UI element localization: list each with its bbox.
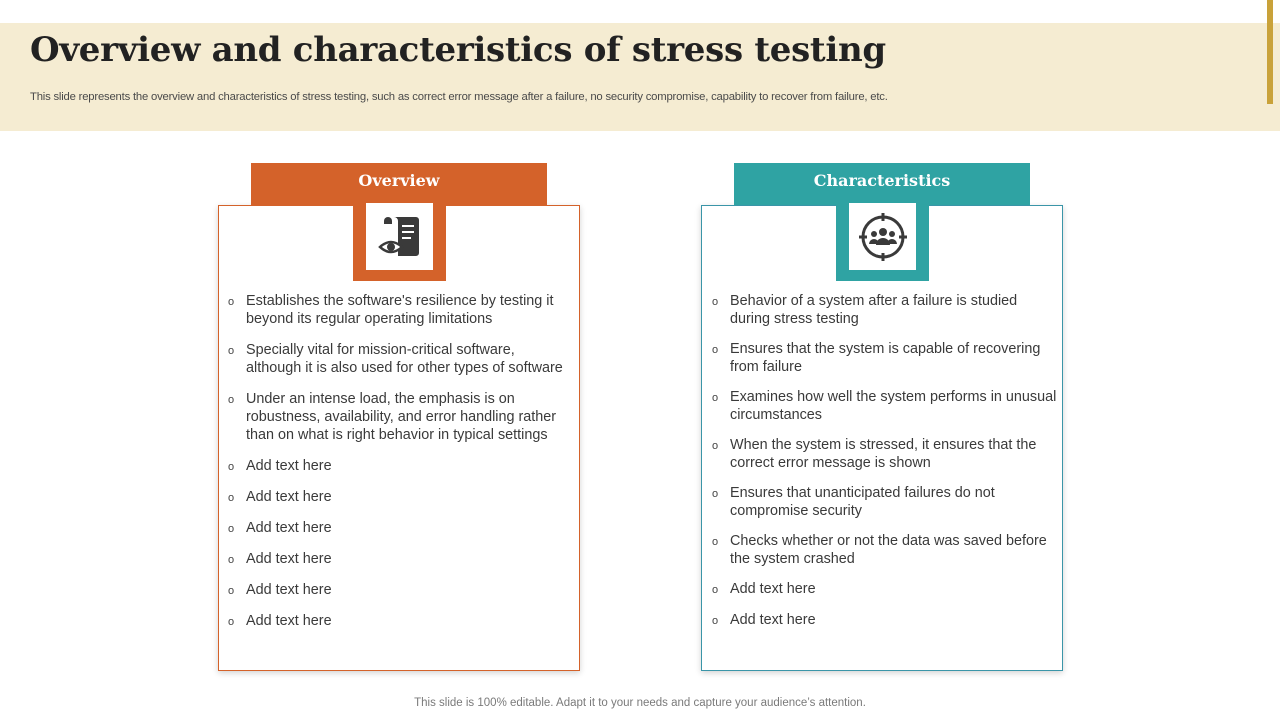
overview-bullet-1 xyxy=(228,292,573,328)
bullet-marker: o xyxy=(712,536,719,548)
target-group-icon xyxy=(858,212,908,262)
characteristics-bullet-2 xyxy=(712,340,1057,376)
overview-bullet-8 xyxy=(228,581,573,599)
characteristics-bullet-1 xyxy=(712,292,1057,328)
characteristics-heading[interactable]: Characteristics xyxy=(734,163,1030,205)
overview-icon-tile xyxy=(366,203,433,270)
bullet-marker: o xyxy=(712,392,719,404)
bullet-marker: o xyxy=(712,440,719,452)
overview-bullet-9 xyxy=(228,612,573,630)
bullet-text[interactable]: Add text here xyxy=(246,613,332,629)
characteristics-bullet-3 xyxy=(712,388,1057,424)
bullet-text[interactable]: Add text here xyxy=(730,612,816,628)
overview-bullet-3 xyxy=(228,390,573,444)
bullet-text[interactable]: Ensures that unanticipated failures do not compromise security xyxy=(730,485,995,519)
bullet-marker: o xyxy=(228,523,235,535)
overview-icon-frame xyxy=(353,203,446,281)
bullet-marker: o xyxy=(228,616,235,628)
bullet-marker: o xyxy=(712,344,719,356)
slide-title[interactable]: Overview and characteristics of stress testing xyxy=(30,30,886,70)
bullet-marker: o xyxy=(228,394,235,406)
bullet-marker: o xyxy=(712,615,719,627)
overview-bullet-2 xyxy=(228,341,573,377)
bullet-text[interactable]: Add text here xyxy=(246,458,332,474)
bullet-text[interactable]: Add text here xyxy=(246,520,332,536)
bullet-text[interactable]: Under an intense load, the emphasis is on robustness, availability, and error handling rather than on what is right behavior in typical settings xyxy=(246,391,557,443)
bullet-marker: o xyxy=(228,461,235,473)
bullet-text[interactable]: Ensures that the system is capable of recovering from failure xyxy=(730,341,1041,375)
bullet-text[interactable]: Examines how well the system performs in unusual circumstances xyxy=(730,389,1057,423)
slide-subtitle[interactable]: This slide represents the overview and characteristics of stress testing, such as correct error message after a failure, no security compromise, capability to recover from failure, etc. xyxy=(30,91,888,103)
bullet-text[interactable]: Specially vital for mission-critical software, although it is also used for other types of software xyxy=(246,342,563,376)
characteristics-bullet-6 xyxy=(712,532,1057,568)
bullet-text[interactable]: Behavior of a system after a failure is studied during stress testing xyxy=(730,293,1018,327)
bullet-marker: o xyxy=(712,584,719,596)
bullet-marker: o xyxy=(228,554,235,566)
bullet-text[interactable]: Add text here xyxy=(246,489,332,505)
bullet-text[interactable]: Add text here xyxy=(730,581,816,597)
characteristics-icon-tile xyxy=(849,203,916,270)
overview-bullet-5 xyxy=(228,488,573,506)
slide-footer: This slide is 100% editable. Adapt it to your needs and capture your audience’s attention. xyxy=(414,697,866,709)
bullet-text[interactable]: When the system is stressed, it ensures that the correct error message is shown xyxy=(730,437,1037,471)
overview-bullet-6 xyxy=(228,519,573,537)
bullet-marker: o xyxy=(712,296,719,308)
scroll-with-eye-icon xyxy=(376,213,424,261)
overview-bullet-7 xyxy=(228,550,573,568)
overview-bullet-4 xyxy=(228,457,573,475)
bullet-text[interactable]: Add text here xyxy=(246,582,332,598)
characteristics-icon-frame xyxy=(836,203,929,281)
bullet-marker: o xyxy=(228,492,235,504)
bullet-text[interactable]: Add text here xyxy=(246,551,332,567)
characteristics-bullet-5 xyxy=(712,484,1057,520)
characteristics-bullet-8 xyxy=(712,611,1057,629)
bullet-text[interactable]: Establishes the software's resilience by testing it beyond its regular operating limitations xyxy=(246,293,554,327)
bullet-marker: o xyxy=(228,585,235,597)
characteristics-bullet-4 xyxy=(712,436,1057,472)
characteristics-bullet-list xyxy=(712,292,1057,629)
bullet-text[interactable]: Checks whether or not the data was saved before the system crashed xyxy=(730,533,1047,567)
bullet-marker: o xyxy=(228,345,235,357)
overview-heading[interactable]: Overview xyxy=(251,163,547,205)
characteristics-bullet-7 xyxy=(712,580,1057,598)
overview-bullet-list xyxy=(228,292,573,630)
accent-bar xyxy=(1267,0,1273,104)
bullet-marker: o xyxy=(228,296,235,308)
bullet-marker: o xyxy=(712,488,719,500)
